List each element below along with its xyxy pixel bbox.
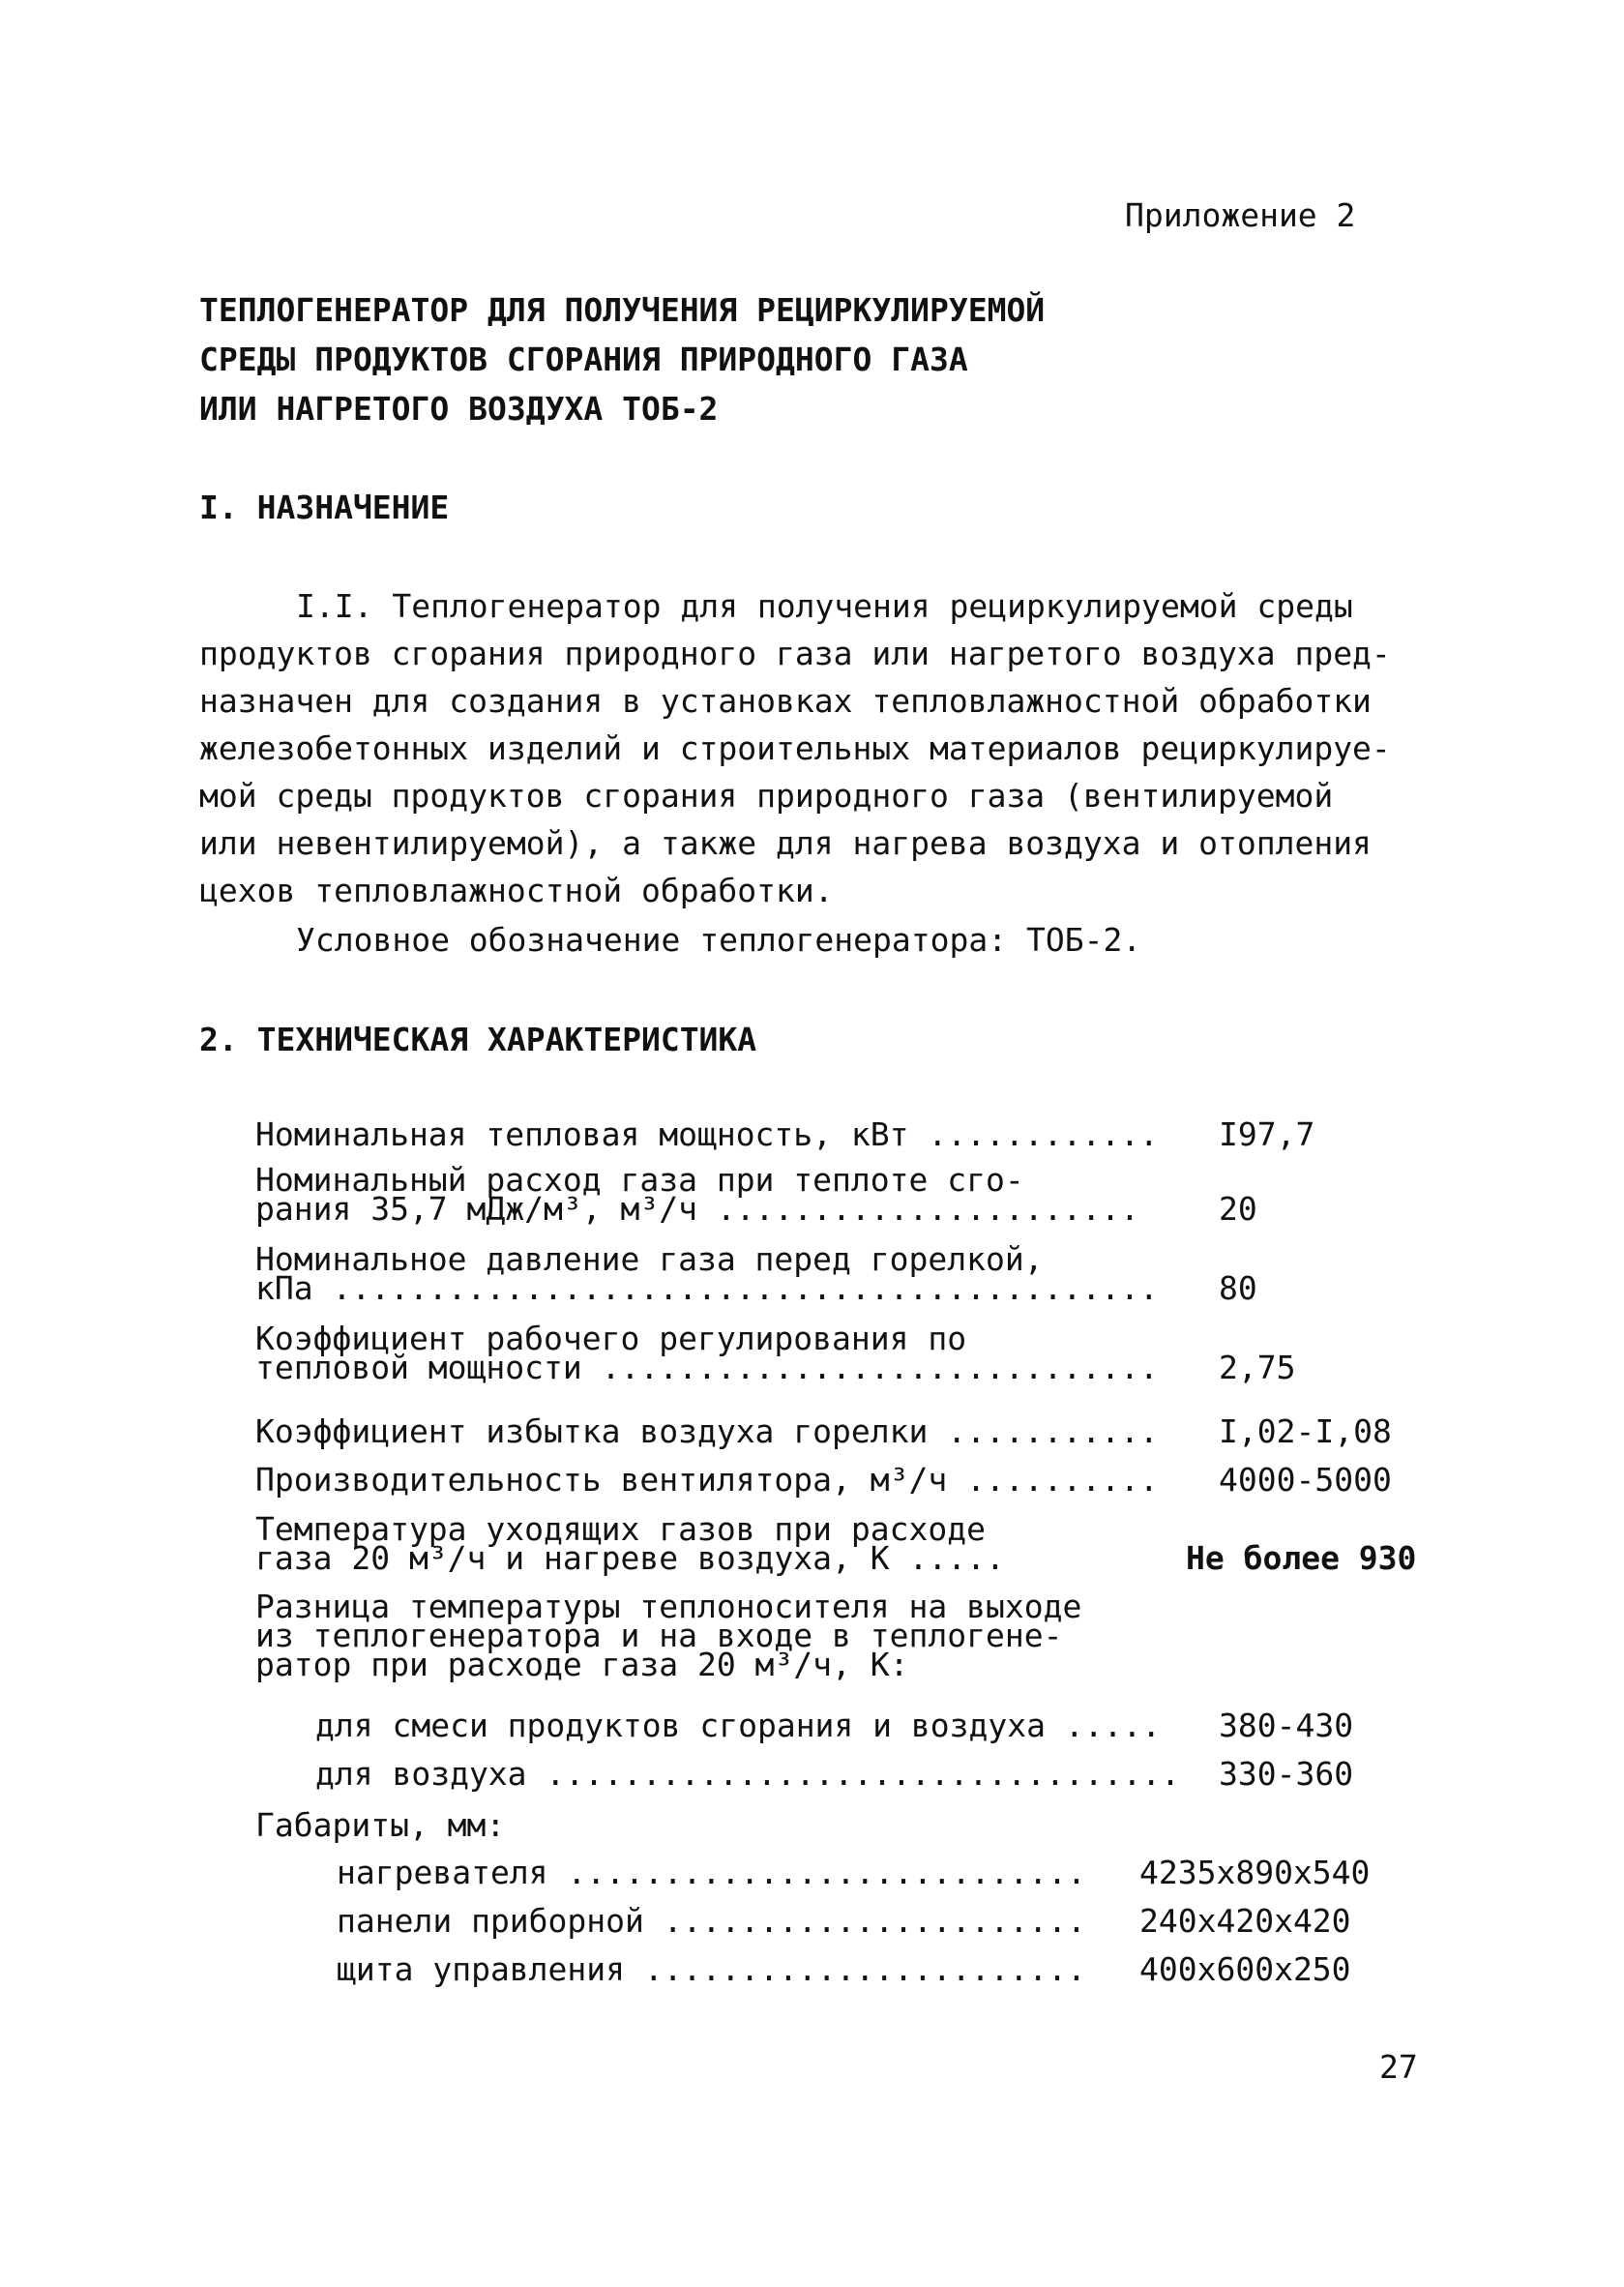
section1-line-2: продуктов сгорания природного газа или нагретого воздуха пред-: [199, 635, 1391, 672]
section1-line-4: железобетонных изделий и строительных материалов рециркулируе-: [199, 729, 1391, 767]
spec-label: тепловой мощности .............................: [255, 1349, 1159, 1386]
section1-line-3: назначен для создания в установках тепловлажностной обработки: [199, 682, 1372, 720]
spec-value: 330-360: [1219, 1755, 1354, 1793]
spec-value: 80: [1219, 1269, 1257, 1307]
spec-value: 4000-5000: [1219, 1461, 1392, 1499]
spec-value: 380-430: [1219, 1707, 1354, 1744]
spec-row: [255, 1320, 1296, 1386]
dims-heading: Габариты, мм:: [255, 1806, 506, 1844]
spec-row: [337, 1854, 1371, 1891]
appendix-label: Приложение 2: [1125, 196, 1356, 234]
spec-value: 20: [1219, 1190, 1257, 1228]
spec-row: [255, 1412, 1392, 1450]
spec-label: Номинальный расход газа при теплоте сго-: [255, 1161, 1024, 1199]
spec-label: ратор при расходе газа 20 м³/ч, К:: [255, 1646, 909, 1683]
spec-label: Коэффициент избытка воздуха горелки ...........: [255, 1412, 1159, 1450]
spec-label: рания 35,7 мДж/м³, м³/ч ......................: [255, 1190, 1139, 1228]
spec-value: 2,75: [1219, 1349, 1296, 1386]
spec-value: 4235х890х540: [1139, 1854, 1371, 1891]
spec-label: щита управления .......................: [337, 1950, 1086, 1988]
spec-row: [337, 1950, 1351, 1988]
spec-row: [255, 1588, 1082, 1683]
spec-row: [255, 1161, 1257, 1228]
spec-row: [255, 1115, 1315, 1153]
title-line-1: ТЕПЛОГЕНЕРАТОР ДЛЯ ПОЛУЧЕНИЯ РЕЦИРКУЛИРУЕМОЙ: [199, 291, 1046, 329]
spec-row: [255, 1461, 1392, 1499]
section1-line-7: цехов тепловлажностной обработки.: [199, 872, 834, 909]
page-number: 27: [1379, 2048, 1418, 2086]
section2-heading: 2. ТЕХНИЧЕСКАЯ ХАРАКТЕРИСТИКА: [199, 1021, 757, 1058]
spec-value: 240х420х420: [1139, 1902, 1351, 1940]
designation-line: Условное обозначение теплогенератора: ТОБ-2.: [296, 921, 1142, 959]
spec-label: кПа ...........................................: [255, 1269, 1159, 1307]
spec-value: I97,7: [1219, 1115, 1315, 1153]
spec-value: Не более 930: [1186, 1539, 1417, 1577]
section1-line-6: или невентилируемой), а также для нагрева воздуха и отопления: [199, 824, 1372, 862]
spec-label: Номинальная тепловая мощность, кВт ............: [255, 1115, 1159, 1153]
spec-label: Разница температуры теплоносителя на выходе: [255, 1588, 1082, 1625]
section1-heading: I. НАЗНАЧЕНИЕ: [199, 489, 450, 526]
title-line-3: ИЛИ НАГРЕТОГО ВОЗДУХА ТОБ-2: [199, 390, 719, 428]
spec-label: Номинальное давление газа перед горелкой,: [255, 1240, 1044, 1278]
spec-row: [255, 1240, 1257, 1307]
spec-label: для смеси продуктов сгорания и воздуха .....: [315, 1707, 1162, 1744]
spec-label: из теплогенератора и на входе в теплогене-: [255, 1617, 1063, 1654]
spec-label: Температура уходящих газов при расходе: [255, 1510, 986, 1548]
spec-label: панели приборной ......................: [337, 1902, 1086, 1940]
spec-label: нагревателя ...........................: [337, 1854, 1086, 1891]
spec-label: Производительность вентилятора, м³/ч ..........: [255, 1461, 1159, 1499]
spec-label: Коэффициент рабочего регулирования по: [255, 1320, 967, 1357]
spec-row: [315, 1755, 1354, 1793]
spec-row: [255, 1510, 1417, 1577]
section1-line-5: мой среды продуктов сгорания природного газа (вентилируемой: [199, 777, 1334, 815]
spec-row: [315, 1707, 1354, 1744]
spec-row: [337, 1902, 1351, 1940]
spec-label: для воздуха .................................: [315, 1755, 1181, 1793]
spec-label: газа 20 м³/ч и нагреве воздуха, К .....: [255, 1539, 1005, 1577]
title-line-2: СРЕДЫ ПРОДУКТОВ СГОРАНИЯ ПРИРОДНОГО ГАЗА: [199, 341, 968, 378]
section1-line-1: I.I. Теплогенератор для получения рециркулируемой среды: [296, 587, 1353, 625]
spec-value: I,02-I,08: [1219, 1412, 1392, 1450]
spec-value: 400х600х250: [1139, 1950, 1351, 1988]
